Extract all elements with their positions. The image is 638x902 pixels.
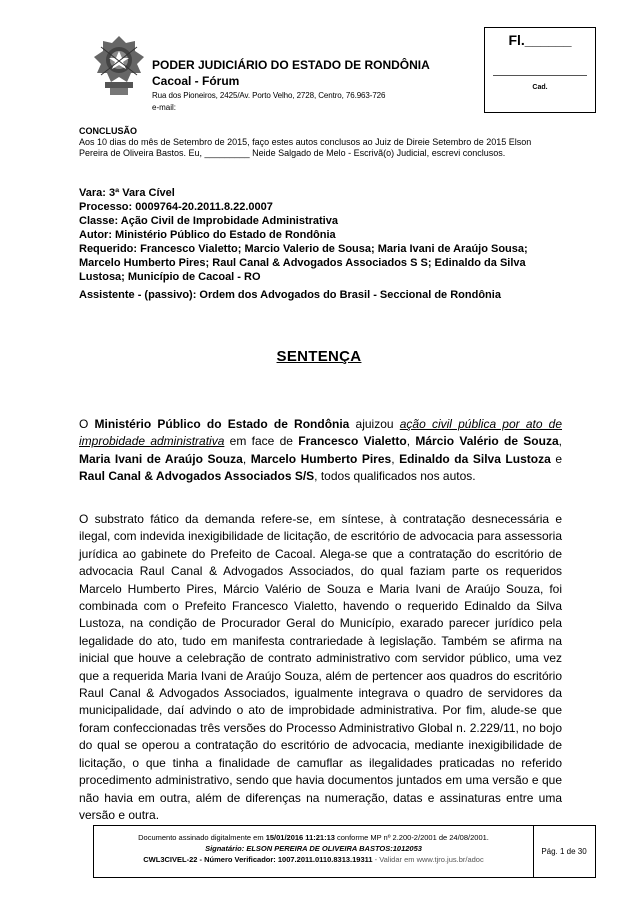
state-coat-of-arms-icon xyxy=(93,35,145,97)
case-info xyxy=(79,186,564,284)
para1-defendant: Francesco Vialetto xyxy=(298,434,407,449)
para1-defendant: Márcio Valério de Souza xyxy=(415,434,559,449)
folio-stamp-box xyxy=(484,27,596,113)
case-assistente: Assistente - (passivo): Ordem dos Advogados do Brasil - Seccional de Rondônia xyxy=(79,289,501,301)
case-classe: Classe: Ação Civil de Improbidade Administrativa xyxy=(79,215,338,227)
para1-text: O xyxy=(79,417,95,431)
para1-defendant: Marcelo Humberto Pires xyxy=(250,451,392,466)
signature-line-3 xyxy=(94,854,533,865)
para1-text: , todos qualificados nos autos. xyxy=(314,469,476,484)
paragraph-1 xyxy=(79,416,562,486)
page-number: Pág. 1 de 30 xyxy=(541,847,587,856)
signature-date: 15/01/2016 11:21:13 xyxy=(265,833,335,842)
forum-name: Cacoal - Fórum xyxy=(152,74,240,88)
cad-label: Cad. xyxy=(532,84,548,91)
para1-defendant: Edinaldo da Silva Lustoza xyxy=(399,451,551,466)
case-processo: Processo: 0009764-20.2011.8.22.0007 xyxy=(79,201,273,213)
signature-footer xyxy=(93,825,596,878)
para1-sep: , xyxy=(391,451,400,466)
court-name: PODER JUDICIÁRIO DO ESTADO DE RONDÔNIA xyxy=(152,58,430,72)
para1-sep: , xyxy=(558,434,562,449)
paragraph-2: O substrato fático da demanda refere-se, em síntese, à contratação desnecessária e ilegal, com indevida inexigibilidade de licitação, de escritório de advocacia para assessoria jurídica ao gabinete do Prefeito de Cacoal. Alega-se que a contratação do escritório de advocacia Raul Canal & Advogados Associados, do qual faziam parte os requeridos Marcelo Humberto Pires, Márcio Valério de Souza e Maria Ivani de Araújo Souza, foi combinada com o Prefeito Francesco Vialetto, havendo o requerido Edinaldo da Silva Lustoza, na condição de Procurador Geral do Município, exarado parecer jurídico pela legalidade do ato, tudo em manifesta contrariedade à legislação. Também se afirma na inicial que houve a celebração de contrato administrativo com servidor público, uma vez que a requerida Maria Ivani de Araújo Souza, além de pertencer aos quadros do escritório Raul Canal & Advogados Associados, igualmente integrava o quadro de servidores da municipalidade, daí advindo o ato de improbidade administrativa. Por fim, alude-se que foram confeccionadas três versões do Processo Administrativo Global n. 2.229/11, no bojo do qual se operou a contratação do escritório de advocacia, mediante inexigibilidade de licitação, o que tinha a finalidade de camuflar as ilegalidades praticadas no referido procedimento administrativo, sendo que havia documentos juntados em uma versão e que não havia em outra, além de diferenças na numeração, datas e assinaturas entre uma versão e outra. xyxy=(79,512,562,822)
footer-text: Documento assinado digitalmente em xyxy=(138,833,266,842)
footer-text: conforme MP nº 2.200-2/2001 de 24/08/2001. xyxy=(334,833,489,842)
para1-author: Ministério Público do Estado de Rondônia xyxy=(94,417,350,431)
para1-text: ajuizou xyxy=(349,417,400,431)
folio-label: Fl.______ xyxy=(508,32,572,48)
case-vara: Vara: 3ª Vara Cível xyxy=(79,187,175,199)
signature-line-1 xyxy=(94,832,533,843)
validation-link: - Validar em www.tjro.jus.br/adoc xyxy=(372,855,484,864)
court-email: e-mail: xyxy=(152,103,177,112)
folio-signature-line xyxy=(493,75,587,76)
case-autor: Autor: Ministério Público do Estado de Rondônia xyxy=(79,229,336,241)
para1-sep: , xyxy=(242,451,251,466)
para1-sep: e xyxy=(550,451,562,466)
case-requerido: Requerido: Francesco Vialetto; Marcio Valerio de Sousa; Maria Ivani de Araújo Sousa; Marcelo Humberto Pires; Raul Canal & Advogados Associados S S; Edinaldo da Silva Lustosa; Município de Cacoal - RO xyxy=(79,243,528,283)
signature-line-2 xyxy=(94,843,533,854)
para1-sep: , xyxy=(406,434,416,449)
court-address: Rua dos Pioneiros, 2425/Av. Porto Velho, 2728, Centro, 76.963-726 xyxy=(152,91,386,100)
verification-number: CWL3CIVEL-22 - Número Verificador: 1007.2011.0110.8313.19311 xyxy=(143,855,373,864)
para1-defendant: Raul Canal & Advogados Associados S/S xyxy=(79,469,315,484)
para1-defendant: Maria Ivani de Araújo Souza xyxy=(79,451,243,466)
para1-text: em face de xyxy=(224,434,299,449)
document-title: SENTENÇA xyxy=(276,348,362,365)
conclusao-heading: CONCLUSÃO xyxy=(79,126,137,136)
conclusao-text: Aos 10 dias do mês de Setembro de 2015, faço estes autos conclusos ao Juiz de Direie Setembro de 2015 Elson Pereira de Oliveira Bastos. Eu, _________ Neide Salgado de Melo - Escrivã(o) Judicial, escrevi conclusos. xyxy=(79,137,532,158)
signatory: Signatário: ELSON PEREIRA DE OLIVEIRA BASTOS:1012053 xyxy=(205,844,422,853)
para1-action-type: ação civil pública por ato de improbidade administrativa xyxy=(79,417,563,449)
signature-info xyxy=(94,826,534,877)
